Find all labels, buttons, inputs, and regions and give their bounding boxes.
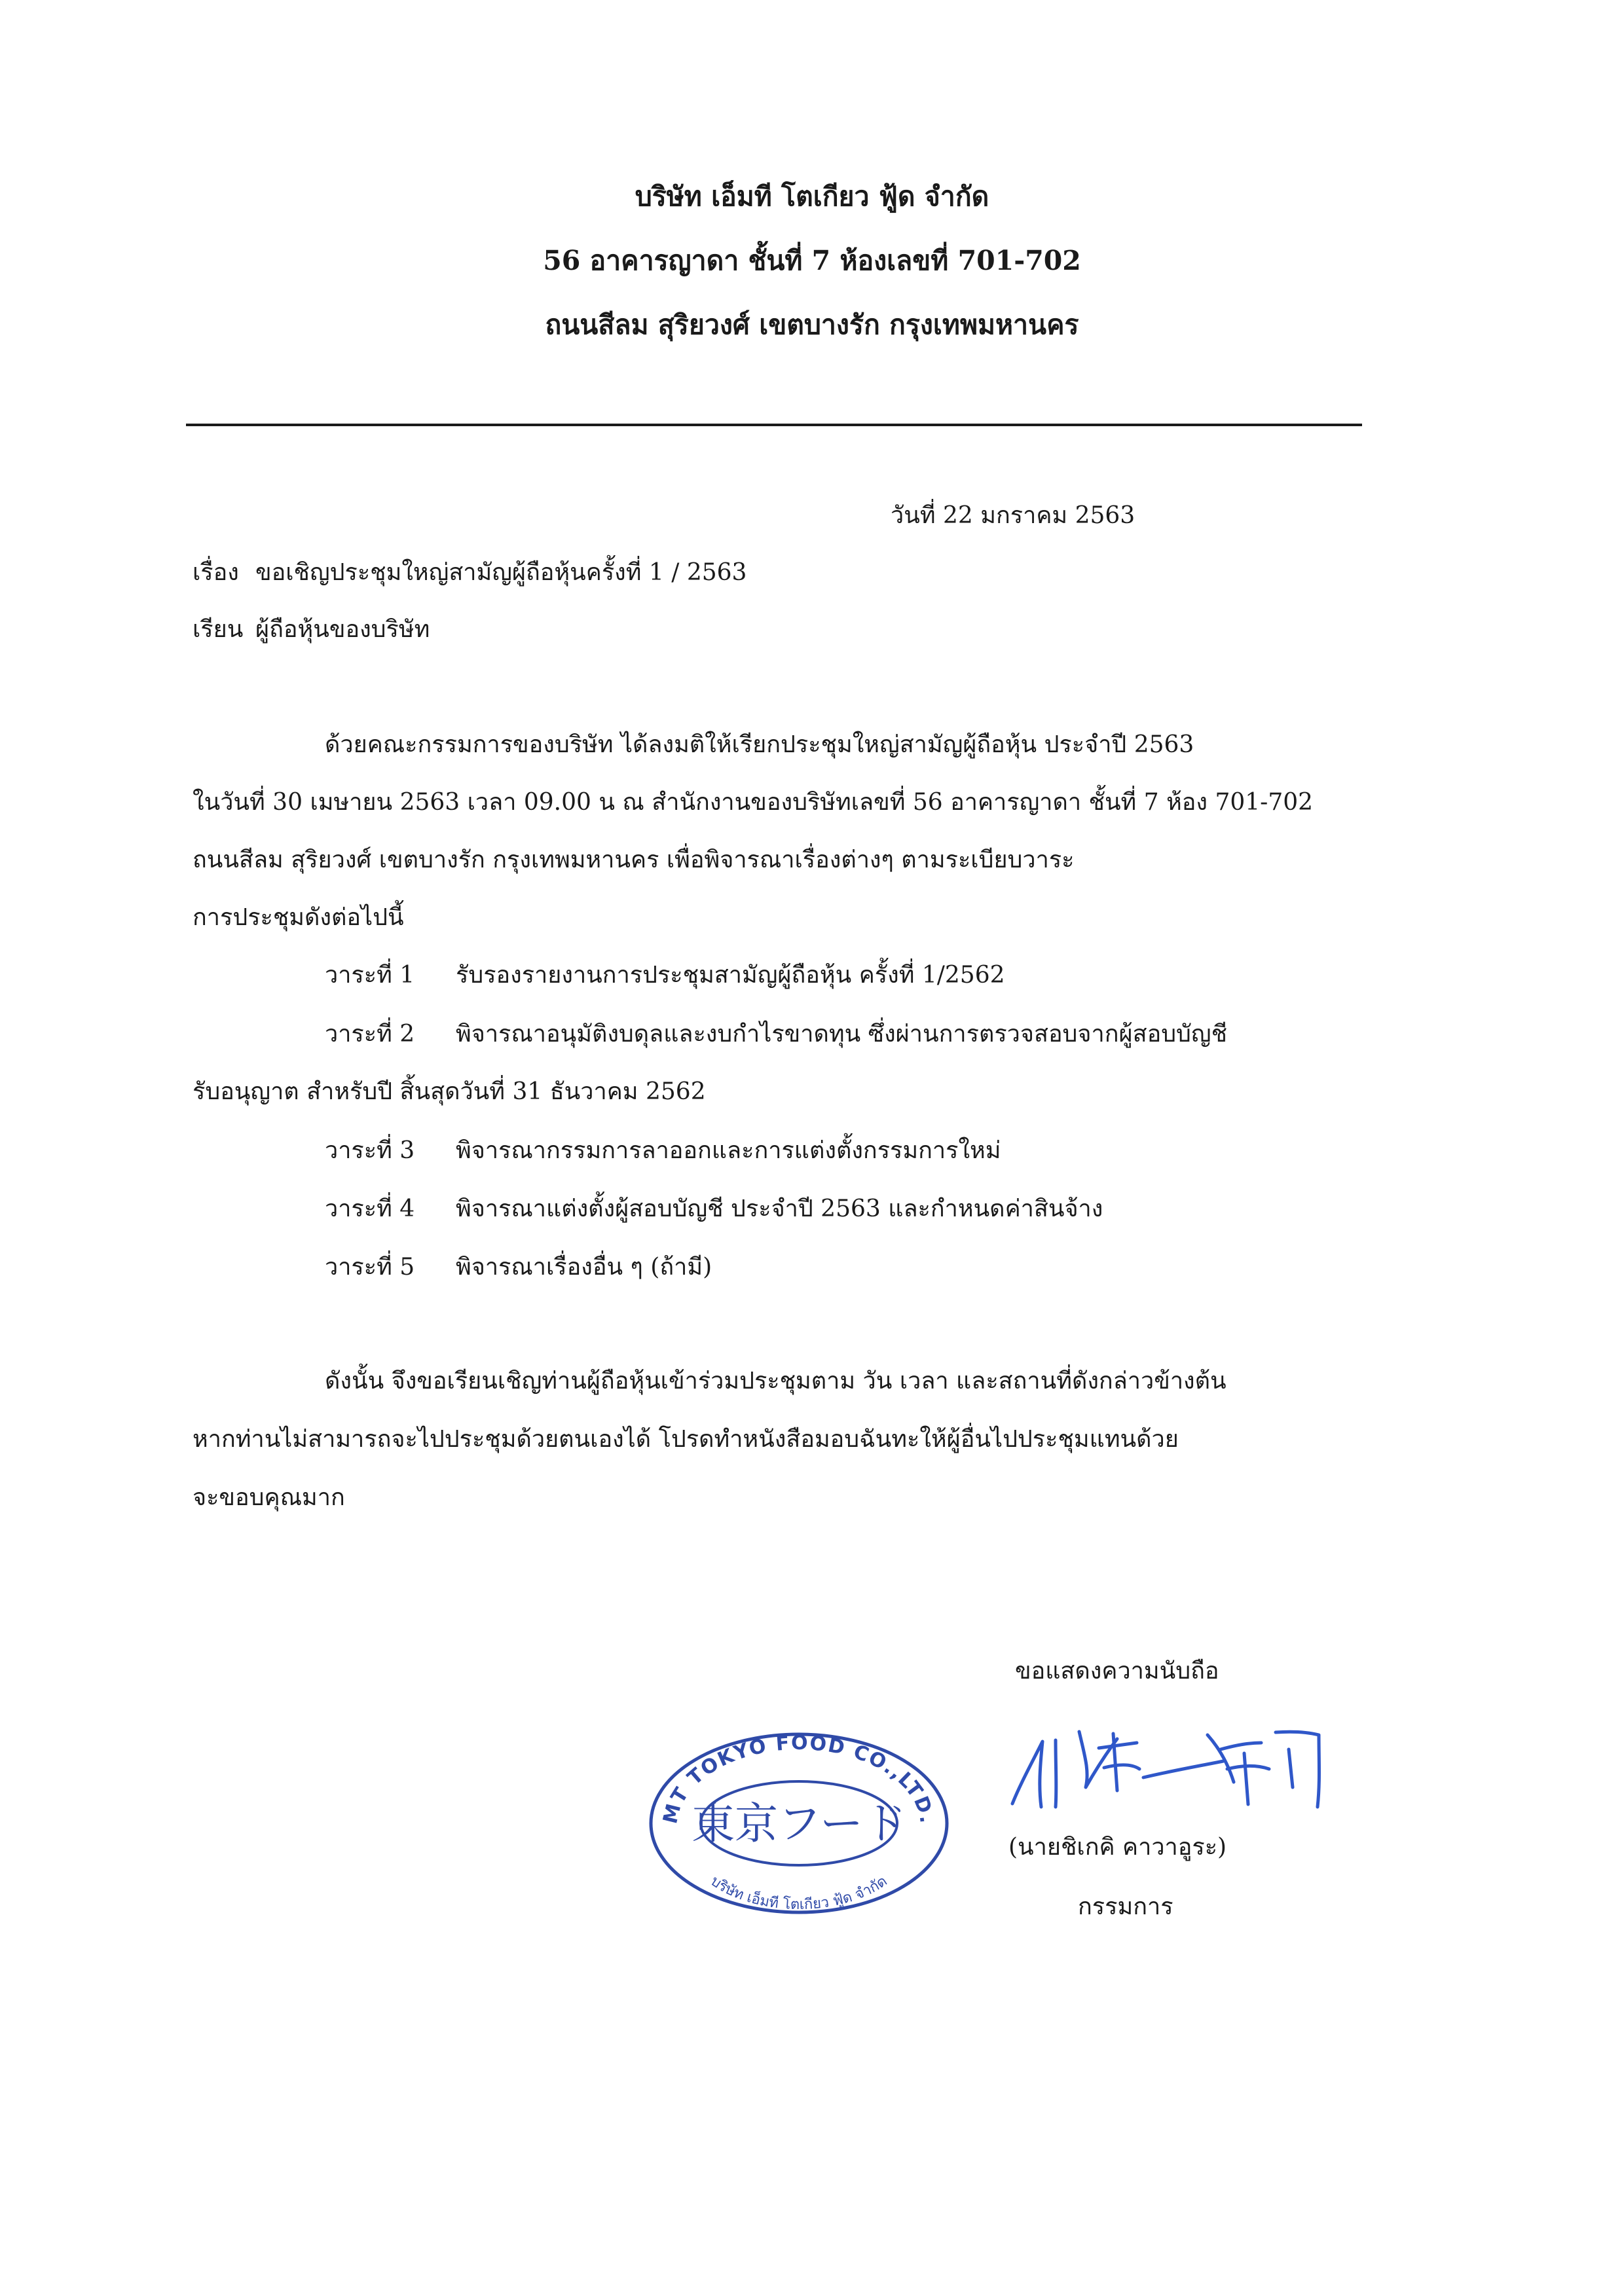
header-divider (186, 424, 1362, 426)
letter-date: วันที่ 22 มกราคม 2563 (891, 502, 1135, 529)
company-name: บริษัท เอ็มที โตเกียว ฟู้ด จำกัด (635, 181, 989, 212)
signer-name: (นายชิเกคิ คาวาอูระ) (1008, 1834, 1227, 1861)
closing-line: หากท่านไม่สามารถจะไปประชุมด้วยตนเองได้ โปรดทำหนังสือมอบฉันทะให้ผู้อื่นไปประชุมแทนด้วย (193, 1426, 1179, 1453)
intro-line: การประชุมดังต่อไปนี้ (193, 904, 404, 931)
agenda-text: พิจารณาแต่งตั้งผู้สอบบัญชี ประจำปี 2563 และกำหนดค่าสินจ้าง (456, 1195, 1103, 1222)
company-address-line1: 56 อาคารญาดา ชั้นที่ 7 ห้องเลขที่ 701-702 (543, 245, 1081, 276)
seal-top-text: MT TOKYO FOOD CO.,LTD. (659, 1731, 939, 1827)
intro-line: ถนนสีลม สุริยวงศ์ เขตบางรัก กรุงเทพมหานคร เพื่อพิจารณาเรื่องต่างๆ ตามระเบียบวาระ (193, 847, 1075, 873)
subject-label: เรื่อง (193, 559, 239, 586)
agenda-label: วาระที่ 1 (325, 962, 415, 989)
company-address-line2: ถนนสีลม สุริยวงศ์ เขตบางรัก กรุงเทพมหานคร (545, 309, 1079, 340)
intro-line: ในวันที่ 30 เมษายน 2563 เวลา 09.00 น ณ สำนักงานของบริษัทเลขที่ 56 อาคารญาดา ชั้นที่ 7 ห้อง 701-702 (193, 789, 1314, 816)
agenda-text: พิจารณาเรื่องอื่น ๆ (ถ้ามี) (456, 1254, 712, 1281)
agenda-label: วาระที่ 5 (325, 1254, 415, 1281)
sign-off: ขอแสดงความนับถือ (1015, 1658, 1219, 1685)
seal-bottom-text: บริษัท เอ็มที โตเกียว ฟู้ด จำกัด (707, 1872, 891, 1914)
agenda-text: พิจารณาอนุมัติงบดุลและงบกำไรขาดทุน ซึ่งผ่านการตรวจสอบจากผู้สอบบัญชี (456, 1021, 1228, 1048)
seal-center-text: 東京フード (691, 1798, 907, 1849)
closing-line: ดังนั้น จึงขอเรียนเชิญท่านผู้ถือหุ้นเข้าร่วมประชุมตาม วัน เวลา และสถานที่ดังกล่าวข้างต้น (325, 1368, 1227, 1394)
agenda-label: วาระที่ 4 (325, 1195, 415, 1222)
company-seal (643, 1728, 955, 1918)
closing-line: จะขอบคุณมาก (193, 1484, 345, 1511)
intro-line: ด้วยคณะกรรมการของบริษัท ได้ลงมติให้เรียกประชุมใหญ่สามัญผู้ถือหุ้น ประจำปี 2563 (325, 731, 1194, 758)
subject-text: ขอเชิญประชุมใหญ่สามัญผู้ถือหุ้นครั้งที่ 1 / 2563 (255, 559, 747, 586)
signer-title: กรรมการ (1078, 1893, 1173, 1920)
agenda-text: พิจารณากรรมการลาออกและการแต่งตั้งกรรมการใหม่ (456, 1137, 1001, 1164)
agenda-label: วาระที่ 2 (325, 1021, 415, 1048)
recipient-label: เรียน (193, 616, 244, 643)
recipient-text: ผู้ถือหุ้นของบริษัท (255, 616, 430, 643)
agenda-label: วาระที่ 3 (325, 1137, 415, 1164)
agenda-continuation: รับอนุญาต สำหรับปี สิ้นสุดวันที่ 31 ธันวาคม 2562 (193, 1078, 706, 1105)
agenda-text: รับรองรายงานการประชุมสามัญผู้ถือหุ้น ครั้งที่ 1/2562 (456, 962, 1005, 989)
handwritten-signature (1001, 1709, 1341, 1820)
